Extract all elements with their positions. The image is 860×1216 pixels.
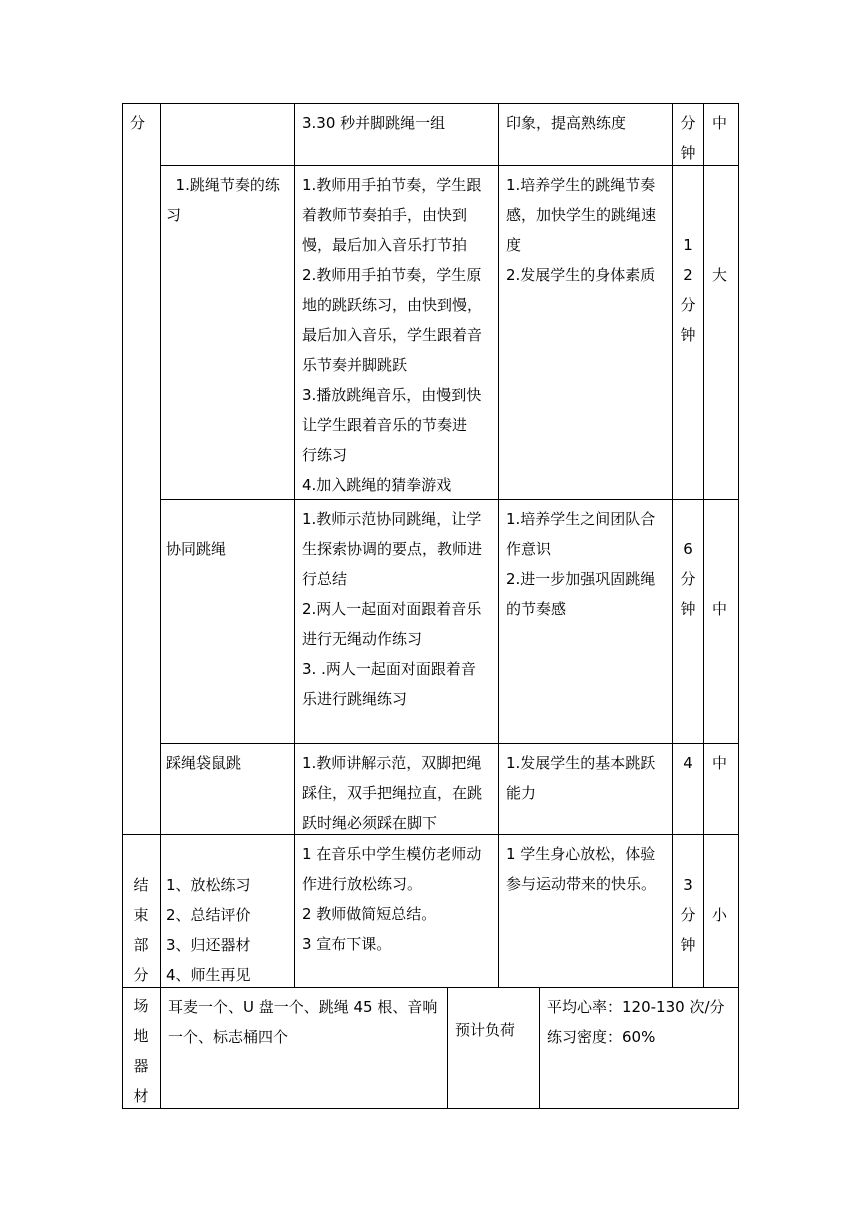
table-rule — [672, 103, 673, 987]
section-char: 场 — [133, 997, 149, 1015]
content-line: 3.播放跳绳音乐，由慢到快 — [302, 386, 482, 404]
table-rule — [294, 103, 295, 987]
intensity: 中 — [712, 754, 728, 772]
table-rule — [447, 987, 448, 1109]
goal-line: 1.发展学生的基本跳跃 — [506, 754, 656, 772]
time-char: 钟 — [680, 936, 696, 954]
goal-line: 印象，提高熟练度 — [506, 114, 627, 132]
section-char: 地 — [133, 1027, 149, 1045]
load-label: 预计负荷 — [455, 1021, 516, 1039]
content-line: 3.30 秒并脚跳绳一组 — [302, 114, 446, 132]
table-rule — [122, 103, 739, 104]
content-line: 踩住，双手把绳拉直，在跳 — [302, 784, 483, 802]
table-rule — [122, 1108, 739, 1109]
content-line: 1.教师用手拍节奏，学生跟 — [302, 176, 482, 194]
section-char: 束 — [133, 906, 149, 924]
equipment-line: 一个、标志桶四个 — [168, 1028, 289, 1046]
section-char: 部 — [133, 936, 149, 954]
content-line: 1 在音乐中学生模仿老师动 — [302, 845, 482, 863]
content-line: 让学生跟着音乐的节奏进 — [302, 416, 468, 434]
intensity: 中 — [712, 600, 728, 618]
content-line: 行总结 — [302, 570, 348, 588]
content-line: 着教师节奏拍手，由快到 — [302, 206, 468, 224]
goal-line: 度 — [506, 236, 522, 254]
time-char: 6 — [683, 540, 693, 558]
time-char: 钟 — [680, 600, 696, 618]
content-line: 乐进行跳绳练习 — [302, 690, 408, 708]
item-line: 1.跳绳节奏的练 — [166, 176, 280, 194]
content-line: 3. .两人一起面对面跟着音 — [302, 660, 476, 678]
table-rule — [160, 743, 739, 744]
content-line: 2.两人一起面对面跟着音乐 — [302, 600, 482, 618]
item-line: 3、归还器材 — [166, 936, 251, 954]
section-char: 材 — [133, 1087, 149, 1105]
load-value: 练习密度：60% — [547, 1028, 656, 1046]
table-rule — [539, 987, 540, 1109]
content-line: 2.教师用手拍节奏，学生原 — [302, 266, 482, 284]
content-line: 1.教师示范协同跳绳，让学 — [302, 510, 482, 528]
goal-line: 作意识 — [506, 540, 552, 558]
section-char: 器 — [133, 1057, 149, 1075]
table-rule — [703, 103, 704, 987]
time-char: 钟 — [680, 144, 696, 162]
content-line: 乐节奏并脚跳跃 — [302, 356, 408, 374]
time-char: 1 — [683, 236, 693, 254]
content-line: 2 教师做简短总结。 — [302, 905, 437, 923]
time-char: 3 — [683, 876, 693, 894]
item-line: 2、总结评价 — [166, 906, 251, 924]
content-line: 地的跳跃练习，由快到慢， — [302, 296, 483, 314]
intensity: 中 — [712, 114, 728, 132]
section-char: 分 — [133, 966, 149, 984]
time-char: 分 — [680, 296, 696, 314]
goal-line: 参与运动带来的快乐。 — [506, 875, 657, 893]
goal-line: 1.培养学生的跳绳节奏 — [506, 176, 656, 194]
item-line: 协同跳绳 — [166, 540, 227, 558]
time-char: 钟 — [680, 326, 696, 344]
time-char: 2 — [683, 266, 693, 284]
item-line: 踩绳袋鼠跳 — [166, 754, 242, 772]
section-char: 结 — [133, 876, 149, 894]
content-line: 慢，最后加入音乐打节拍 — [302, 236, 468, 254]
intensity: 小 — [712, 906, 728, 924]
table-rule — [738, 103, 739, 1109]
content-line: 3 宣布下课。 — [302, 935, 392, 953]
content-line: 作进行放松练习。 — [302, 875, 423, 893]
goal-line: 感，加快学生的跳绳速 — [506, 206, 657, 224]
goal-line: 1 学生身心放松，体验 — [506, 845, 656, 863]
load-value: 平均心率：120-130 次/分 — [547, 998, 725, 1016]
goal-line: 2.进一步加强巩固跳绳 — [506, 570, 656, 588]
goal-line: 2.发展学生的身体素质 — [506, 266, 656, 284]
equipment-line: 耳麦一个、U 盘一个、跳绳 45 根、音响 — [168, 998, 438, 1016]
section-label: 分 — [130, 114, 146, 132]
intensity: 大 — [712, 266, 728, 284]
content-line: 跃时绳必须踩在脚下 — [302, 814, 438, 832]
content-line: 行练习 — [302, 446, 348, 464]
item-line: 1、放松练习 — [166, 876, 251, 894]
time-char: 分 — [680, 114, 696, 132]
table-rule — [498, 103, 499, 987]
content-line: 生探索协调的要点，教师进 — [302, 540, 483, 558]
table-rule — [160, 103, 161, 1109]
time-char: 分 — [680, 570, 696, 588]
item-line: 4、师生再见 — [166, 966, 251, 984]
table-rule — [122, 103, 123, 1109]
goal-line: 的节奏感 — [506, 600, 567, 618]
time-char: 分 — [680, 906, 696, 924]
time-char: 4 — [683, 754, 693, 772]
table-rule — [160, 165, 739, 166]
goal-line: 1.培养学生之间团队合 — [506, 510, 656, 528]
content-line: 最后加入音乐，学生跟着音 — [302, 326, 483, 344]
content-line: 4.加入跳绳的猜拳游戏 — [302, 476, 452, 494]
item-line: 习 — [166, 206, 182, 224]
content-line: 1.教师讲解示范，双脚把绳 — [302, 754, 482, 772]
content-line: 进行无绳动作练习 — [302, 630, 423, 648]
goal-line: 能力 — [506, 784, 537, 802]
